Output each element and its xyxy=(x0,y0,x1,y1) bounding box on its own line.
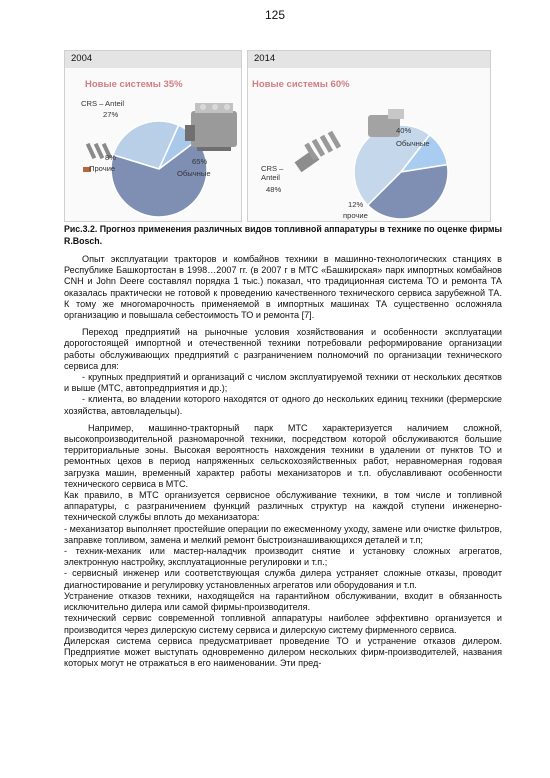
figure-caption: Рис.3.2. Прогноз применения различных видов топливной аппаратуры в технике по оценке фирмы R.Bosch. xyxy=(64,224,503,246)
label-conv-pct-2004: 65% xyxy=(192,157,208,166)
label-other-2004: Прочие xyxy=(89,164,116,173)
paragraph: Как правило, в МТС организуется сервисное обслуживание техники, в том числе и топливной аппаратуры, с разграничением функций различных структур на каждой ступени инженерно-технической службы вплоть до механизатора: xyxy=(64,490,502,523)
label-conv-2014: Обычные xyxy=(396,139,430,148)
paragraph: Переход предприятий на рыночные условия хозяйствования и особенности эксплуатации дорогостоящей импортной и отечественной техники потребовали реформирование организации работы обслуживающих предприятий с разграничением полномочий по организации технического сервиса для: xyxy=(64,327,502,371)
label-conv-pct-2014: 40% xyxy=(396,126,412,135)
figure-2004-panel xyxy=(64,50,242,222)
label-crs-2014: CRS – Anteil xyxy=(261,164,284,182)
paragraph: - сервисный инженер или соответствующая служба дилера устраняет сложные отказы, проводит диагностирование и регулировку установленных агрегатов или оборудования и т.п. xyxy=(64,568,502,590)
page-number: 125 xyxy=(264,8,286,22)
label-crs-2004: CRS – Anteil xyxy=(81,99,125,108)
pie-chart-2014 xyxy=(248,51,490,221)
paragraph: - крупных предприятий и организаций с числом эксплуатируемой техники от нескольких десятков и выше (МТС, автопредприятия и др.); xyxy=(64,372,502,394)
paragraph: Опыт эксплуатации тракторов и комбайнов техники в машинно-технологических станциях в Республике Башкортостан в 1998…2007 гг. (в 2007 г в МТС «Башкирская» парк импортных комбайнов CNH и John Deere составлял порядка 1 тыс.) показал, что традиционная система ТО и ремонта ТА оказалась практически не готовой к проведению качественного технического сервиса зарубежной ТА. К тому же многомарочность применяемой в импортных машинах ТА существенно осложняла организацию и повышала себестоимость ТО и ремонта [7]. xyxy=(64,254,502,321)
paragraph: Например, машинно-тракторный парк МТС характеризуется наличием сложной, высокопроизводительной разномарочной техники, посредством которой обслуживаются большие территориальные зоны. Высокая вероятность нахождения техники в удалении от пунктов ТО и ремонтных цехов в период напряженных сельскохозяйственных работ, неравномерная годовая загрузка машин, временный характер работы механизаторов и т.п. обуславливают особенности технического сервиса в МТС. xyxy=(64,422,502,489)
paragraph: - техник-механик или мастер-наладчик производит снятие и установку сложных агрегатов, электронную настройку, эксплуатационные регулировки и т.п.; xyxy=(64,546,502,568)
paragraph: технический сервис современной топливной аппаратуры наиболее эффективно организуется и производится через дилерскую систему сервиса и дилерскую систему фирменного сервиса. xyxy=(64,613,502,635)
label-crs-pct-2014: 48% xyxy=(266,185,282,194)
label-crs-pct-2004: 27% xyxy=(103,110,119,119)
label-other-2014: прочие xyxy=(343,211,368,220)
paragraph: Дилерская система сервиса предусматривает проведение ТО и устранение отказов дилером. Предприятие может выступать одновременно дилером нескольких фирм-производителей, названия которых могут не отражаться в его наименовании. Эти пред- xyxy=(64,635,502,669)
paragraph: - механизатор выполняет простейшие операции по ежесменному уходу, замене или очистке фильтров, заправке топливом, замена и мелкий ремонт быстроизнашивающихся деталей и т.п; xyxy=(64,523,502,545)
figure-title-2004: Новые системы 35% xyxy=(85,79,183,90)
figure-title-2014: Новые системы 60% xyxy=(252,79,350,90)
body-text xyxy=(64,254,502,669)
label-other-pct-2014: 12% xyxy=(348,200,364,209)
label-conv-2004: Обычные xyxy=(177,169,211,178)
figure-2014-panel xyxy=(247,50,491,222)
figure-year-2014: 2014 xyxy=(248,51,490,68)
fuel-pump-illustration xyxy=(185,103,237,151)
paragraph: - клиента, во владении которого находятся от одного до нескольких единиц техники (фермерские хозяйства, автовладельцы). xyxy=(64,394,502,416)
paragraph: Устранение отказов техники, находящейся на гарантийном обслуживании, входит в обязанность исключительно дилера или самой фирмы-производителя. xyxy=(64,590,502,613)
pie-chart-2004 xyxy=(65,51,241,221)
label-other-pct-2004: 8% xyxy=(105,153,116,162)
figure-year-2004: 2004 xyxy=(65,51,241,68)
